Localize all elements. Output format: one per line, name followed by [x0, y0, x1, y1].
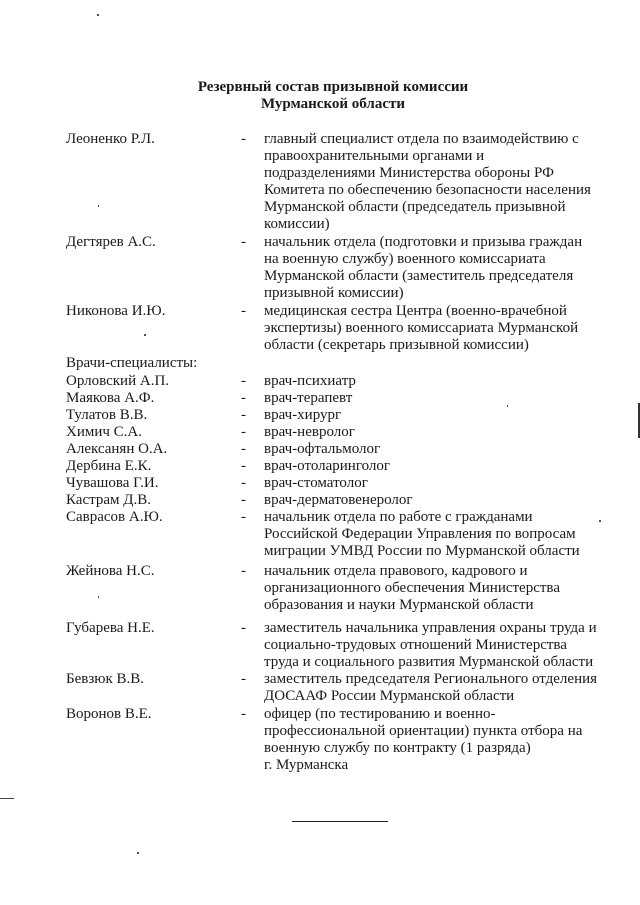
member-name: Никонова И.Ю. [66, 303, 166, 319]
end-rule [292, 821, 388, 822]
specialist-role: врач-психиатр [264, 373, 356, 389]
specialist-dash: - [241, 407, 246, 423]
member-name: Дегтярев А.С. [66, 234, 156, 250]
role-line: начальник отдела по работе с гражданами [264, 509, 533, 525]
specialist-name: Чувашова Г.И. [66, 475, 159, 491]
role-line: главный специалист отдела по взаимодействию с [264, 131, 579, 147]
member-name: Губарева Н.Е. [66, 620, 155, 636]
scan-speck [98, 596, 99, 598]
role-line: медицинская сестра Центра (военно-врачебной [264, 303, 567, 319]
specialist-name: Орловский А.П. [66, 373, 170, 389]
role-line: Мурманской области (председатель призывной [264, 199, 566, 215]
section-heading-specialists: Врачи-специалисты: [66, 355, 198, 371]
role-line: военную службу по контракту (1 разряда) [264, 740, 531, 756]
role-line: организационного обеспечения Министерства [264, 580, 560, 596]
specialist-dash: - [241, 390, 246, 406]
member-dash: - [241, 303, 246, 319]
member-dash: - [241, 234, 246, 250]
member-name: Саврасов А.Ю. [66, 509, 163, 525]
member-dash: - [241, 620, 246, 636]
role-line: Мурманской области (заместитель председателя [264, 268, 574, 284]
role-line: комиссии) [264, 216, 330, 232]
member-dash: - [241, 131, 246, 147]
member-name: Воронов В.Е. [66, 706, 152, 722]
document-title [0, 79, 640, 113]
specialist-dash: - [241, 475, 246, 491]
role-line: заместитель начальника управления охраны труда и [264, 620, 597, 636]
member-role [264, 509, 614, 560]
role-line: правоохранительными органами и [264, 148, 485, 164]
role-line: Комитета по обеспечению безопасности населения [264, 182, 591, 198]
role-line: экспертизы) военного комиссариата Мурманской [264, 320, 579, 336]
scan-speck [98, 205, 99, 207]
specialist-role: врач-хирург [264, 407, 342, 423]
scan-edge-mark [0, 798, 14, 799]
specialist-dash: - [241, 373, 246, 389]
specialist-role: врач-стоматолог [264, 475, 368, 491]
specialist-role: врач-отоларинголог [264, 458, 391, 474]
specialist-role: врач-офтальмолог [264, 441, 381, 457]
scan-speck [507, 405, 508, 407]
specialist-dash: - [241, 458, 246, 474]
specialist-dash: - [241, 441, 246, 457]
member-dash: - [241, 509, 246, 525]
member-role [264, 131, 614, 233]
role-line: Российской Федерации Управления по вопросам [264, 526, 576, 542]
role-line: области (секретарь призывной комиссии) [264, 337, 529, 353]
member-dash: - [241, 563, 246, 579]
role-line: начальник отдела правового, кадрового и [264, 563, 528, 579]
member-dash: - [241, 706, 246, 722]
scan-speck [599, 520, 601, 522]
specialist-name: Химич С.А. [66, 424, 143, 440]
specialist-name: Тулатов В.В. [66, 407, 148, 423]
scan-speck [144, 334, 146, 336]
scan-speck [97, 14, 99, 16]
member-name: Леоненко Р.Л. [66, 131, 155, 147]
specialist-name: Маякова А.Ф. [66, 390, 155, 406]
title-line-1: Резервный состав призывной комиссии [197, 79, 469, 95]
role-line: профессиональной ориентации) пункта отбора на [264, 723, 583, 739]
member-role [264, 234, 614, 302]
role-line: призывной комиссии) [264, 285, 404, 301]
role-line: миграции УМВД России по Мурманской области [264, 543, 580, 559]
member-role [264, 303, 614, 354]
role-line: труда и социального развития Мурманской области [264, 654, 594, 670]
specialist-dash: - [241, 492, 246, 508]
specialist-role: врач-невролог [264, 424, 355, 440]
scan-speck [137, 852, 139, 854]
member-name: Бевзюк В.В. [66, 671, 145, 687]
member-name: Жейнова Н.С. [66, 563, 155, 579]
member-role [264, 620, 614, 671]
role-line: заместитель председателя Регионального отделения [264, 671, 598, 687]
role-line: ДОСААФ России Мурманской области [264, 688, 515, 704]
role-line: начальник отдела (подготовки и призыва граждан [264, 234, 583, 250]
role-line: г. Мурманска [264, 757, 349, 773]
member-role [264, 671, 614, 705]
member-role [264, 563, 614, 614]
title-line-2: Мурманской области [260, 96, 406, 112]
specialist-name: Кастрам Д.В. [66, 492, 151, 508]
specialist-dash: - [241, 424, 246, 440]
role-line: офицер (по тестированию и военно- [264, 706, 496, 722]
role-line: подразделениями Министерства обороны РФ [264, 165, 554, 181]
role-line: образования и науки Мурманской области [264, 597, 534, 613]
specialist-role: врач-терапевт [264, 390, 353, 406]
specialist-name: Алексанян О.А. [66, 441, 168, 457]
specialist-role: врач-дерматовенеролог [264, 492, 413, 508]
specialist-name: Дербина Е.К. [66, 458, 152, 474]
role-line: на военную службу) военного комиссариата [264, 251, 546, 267]
member-role [264, 706, 614, 774]
member-dash: - [241, 671, 246, 687]
role-line: социально-трудовых отношений Министерства [264, 637, 567, 653]
